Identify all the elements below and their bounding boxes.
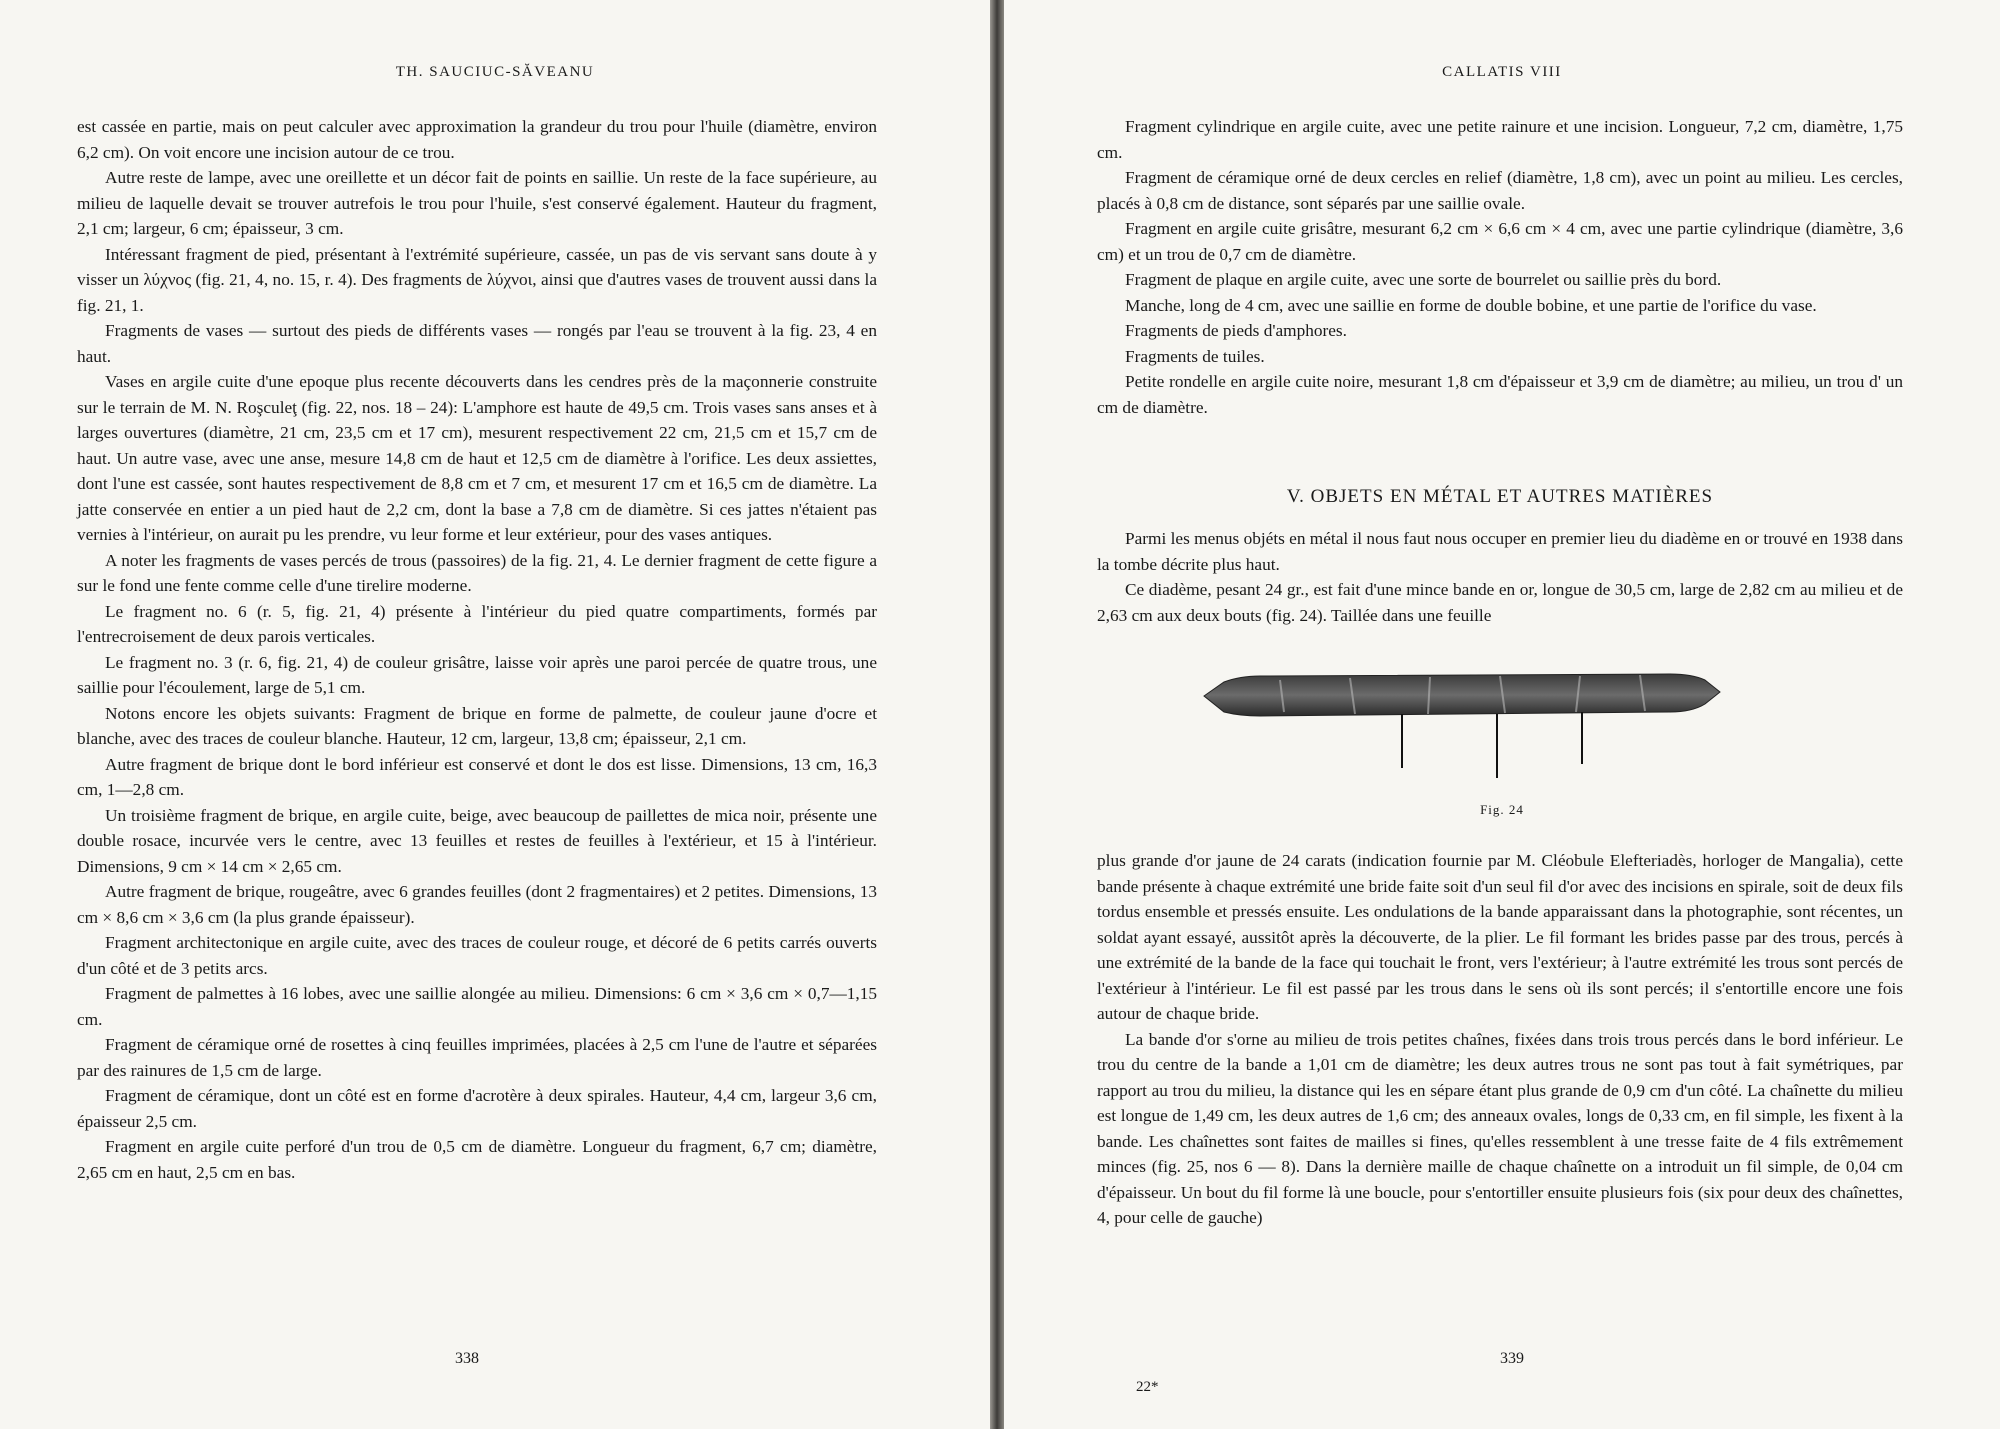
right-page bbox=[1004, 0, 2000, 1429]
paragraph: Un troisième fragment de brique, en argile cuite, beige, avec beaucoup de paillettes de mica noir, présente une double rosace, incurvée vers le centre, avec 13 feuilles et restes de feuilles à l'extérieur, et 15 à l'intérieur. Dimensions, 9 cm × 14 cm × 2,65 cm. bbox=[77, 805, 877, 876]
paragraph: La bande d'or s'orne au milieu de trois petites chaînes, fixées dans trois trous percés dans le bord inférieur. Le trou du centre de la bande a 1,01 cm de diamètre; les deux autres trous ne sont pas tout à fait symétriques, par rapport au trou du milieu, la distance qui les en sépare étant plus grande de 0,9 cm d'un côté. La chaînette du milieu est longue de 1,49 cm, les deux autres de 1,6 cm; des anneaux ovales, longs de 0,33 cm, en fil simple, les fixent à la bande. Les chaînettes sont faites de mailles si fines, qu'elles ressemblent à une tresse faite de 4 fils extrêmement minces (fig. 25, nos 6 — 8). Dans la dernière maille de chaque chaînette on a introduit un fil simple, de 0,04 cm d'épaisseur. Un bout du fil forme là une boucle, pour s'entortiller ensuite plusieurs fois (six pour deux des chaînettes, 4, pour celle de gauche) bbox=[1097, 1029, 1903, 1227]
paragraph: Fragment de céramique orné de rosettes à cinq feuilles imprimées, placées à 2,5 cm l'une de l'autre et séparées par des rainures de 1,5 cm de large. bbox=[77, 1035, 877, 1080]
paragraph: Le fragment no. 3 (r. 6, fig. 21, 4) de couleur grisâtre, laisse voir après une paroi percée de quatre trous, une saillie pour l'écoulement, large de 5,1 cm. bbox=[77, 652, 877, 697]
paragraph: Fragments de pieds d'amphores. bbox=[1125, 321, 1347, 340]
paragraph: Autre fragment de brique dont le bord inférieur est conservé et dont le dos est lisse. Dimensions, 13 cm, 16,3 cm, 1—2,8 cm. bbox=[77, 754, 877, 799]
paragraph: Fragment de plaque en argile cuite, avec une sorte de bourrelet ou saillie près du bord. bbox=[1125, 270, 1722, 289]
paragraph: plus grande d'or jaune de 24 carats (indication fournie par M. Cléobule Elefteriadès, horloger de Mangalia), cette bande présente à chaque extrémité une bride faite soit d'un seul fil d'or avec des incisions en spirale, soit de deux fils tordus ensemble et pressés ensuite. Les ondulations de la bande apparaissant dans la photographie, sont récentes, un soldat ayant essayé, aussitôt après la découverte, de la plier. Le fil formant les brides passe par des trous, percés à une extrémité de la bande de la face qui touchait le front, vers l'extérieur; à l'autre extrémité les trous sont percés de l'extérieur à l'intérieur. Le fil est passé par les trous dans le sens où ils sont percés; il s'entortille encore une fois autour de chaque bride. bbox=[1097, 851, 1903, 1023]
paragraph: Fragment de palmettes à 16 lobes, avec une saillie alongée au milieu. Dimensions: 6 cm × 3,6 cm × 0,7—1,15 cm. bbox=[77, 984, 877, 1029]
paragraph: Autre reste de lampe, avec une oreillette et un décor fait de points en saillie. Un reste de la face supérieure, au milieu de laquelle devait se trouver autrefois le trou pour l'huile, s'est conservé également. Hauteur du fragment, 2,1 cm; largeur, 6 cm; épaisseur, 3 cm. bbox=[77, 168, 877, 238]
paragraph: A noter les fragments de vases percés de trous (passoires) de la fig. 21, 4. Le dernier fragment de cette figure a sur le fond une fente comme celle d'une tirelire moderne. bbox=[77, 550, 877, 595]
paragraph: Autre fragment de brique, rougeâtre, avec 6 grandes feuilles (dont 2 fragmentaires) et 2 petites. Dimensions, 13 cm × 8,6 cm × 3,6 cm (la plus grande épaisseur). bbox=[77, 882, 877, 927]
paragraph: Intéressant fragment de pied, présentant à l'extrémité supérieure, cassée, un pas de vis servant sans doute à y visser un λύχνος (fig. 21, 4, no. 15, r. 4). Des fragments de λύχνοι, ainsi que d'autres vases de trouvent aussi dans la fig. 21, 1. bbox=[77, 244, 877, 315]
left-page bbox=[0, 0, 990, 1429]
paragraph: Petite rondelle en argile cuite noire, mesurant 1,8 cm d'épaisseur et 3,9 cm de diamètre; au milieu, un trou d' un cm de diamètre. bbox=[1097, 372, 1903, 417]
paragraph: Fragment de céramique orné de deux cercles en relief (diamètre, 1,8 cm), avec un point au milieu. Les cercles, placés à 0,8 cm de distance, sont séparés par une saillie ovale. bbox=[1097, 168, 1903, 213]
paragraph: Fragment en argile cuite perforé d'un trou de 0,5 cm de diamètre. Longueur du fragment, 6,7 cm; diamètre, 2,65 cm en haut, 2,5 cm en bas. bbox=[77, 1137, 877, 1182]
paragraph: Manche, long de 4 cm, avec une saillie en forme de double bobine, et une partie de l'orifice du vase. bbox=[1125, 295, 1817, 315]
paragraph: Fragment de céramique, dont un côté est en forme d'acrotère à deux spirales. Hauteur, 4,4 cm, largeur 3,6 cm, épaisseur 2,5 cm. bbox=[77, 1086, 877, 1131]
paragraph: Le fragment no. 6 (r. 5, fig. 21, 4) présente à l'intérieur du pied quatre compartiments, formés par l'entrecroisement de deux parois verticales. bbox=[77, 601, 877, 646]
paragraph: Vases en argile cuite d'une epoque plus recente découverts dans les cendres près de la maçonnerie construite sur le terrain de M. N. Roşculeţ (fig. 22, nos. 18 – 24): L'amphore est haute de 49,5 cm. Trois vases sans anses et à larges ouvertures (diamètre, 21 cm, 23,5 cm et 17 cm), mesurent respectivement 22 cm, 21,5 cm et 15,7 cm de haut. Un autre vase, avec une anse, mesure 14,8 cm de haut et 12,5 cm de diamètre à l'orifice. Les deux assiettes, dont l'une est cassée, sont hautes respectivement de 8,8 cm et 7 cm, et mesurent 17 cm et 16,5 cm de diamètre. La jatte conservée en entier a un pied haut de 2,2 cm, dont la base a 7,8 cm de diamètre. Si ces jattes n'étaient pas vernies à l'intérieur, on aurait pu les prendre, vu leur forme et leur extérieur, pour des vases antiques. bbox=[77, 372, 877, 544]
paragraph: Notons encore les objets suivants: Fragment de brique en forme de palmette, de couleur jaune d'ocre et blanche, avec des traces de couleur blanche. Hauteur, 12 cm, largeur, 13,8 cm; épaisseur, 2,1 cm. bbox=[77, 703, 877, 748]
paragraph: Fragment architectonique en argile cuite, avec des traces de couleur rouge, et décoré de 6 petits carrés ouverts d'un côté et de 3 petits arcs. bbox=[77, 933, 877, 978]
paragraph: Fragment en argile cuite grisâtre, mesurant 6,2 cm × 6,6 cm × 4 cm, avec une partie cylindrique (diamètre, 3,6 cm) et un trou de 0,7 cm de diamètre. bbox=[1097, 219, 1903, 264]
figure-caption: Fig. 24 bbox=[1480, 802, 1524, 817]
diadem-figure bbox=[1200, 668, 1725, 788]
paragraph: Ce diadème, pesant 24 gr., est fait d'une mince bande en or, longue de 30,5 cm, large de 2,82 cm au milieu et de 2,63 cm aux deux bouts (fig. 24). Taillée dans une feuille bbox=[1097, 580, 1903, 625]
right-body-text-bottom bbox=[1097, 848, 1903, 1231]
right-body-text-section bbox=[1097, 526, 1903, 628]
paragraph: est cassée en partie, mais on peut calculer avec approximation la grandeur du trou pour l'huile (diamètre, environ 6,2 cm). On voit encore une incision autour de ce trou. bbox=[77, 117, 877, 162]
page-number-right: 339 bbox=[1500, 1350, 1524, 1367]
left-body-text bbox=[77, 114, 877, 1185]
diadem-image bbox=[1200, 668, 1725, 788]
page-number-left: 338 bbox=[455, 1350, 479, 1367]
paragraph: Parmi les menus objéts en métal il nous faut nous occuper en premier lieu du diadème en or trouvé en 1938 dans la tombe décrite plus haut. bbox=[1097, 529, 1903, 574]
section-heading: V. OBJETS EN MÉTAL ET AUTRES MATIÈRES bbox=[1286, 486, 1714, 507]
paragraph: Fragment cylindrique en argile cuite, avec une petite rainure et une incision. Longueur, 7,2 cm, diamètre, 1,75 cm. bbox=[1097, 117, 1903, 162]
running-head-right: CALLATIS VIII bbox=[1442, 64, 1562, 80]
book-gutter bbox=[990, 0, 1004, 1429]
running-head-left: TH. SAUCIUC-SĂVEANU bbox=[395, 64, 595, 80]
right-body-text-top bbox=[1097, 114, 1903, 420]
paragraph: Fragments de tuiles. bbox=[1125, 346, 1265, 366]
signature-mark: 22* bbox=[1136, 1379, 1159, 1395]
paragraph: Fragments de vases — surtout des pieds de différents vases — rongés par l'eau se trouvent à la fig. 23, 4 en haut. bbox=[77, 321, 877, 366]
